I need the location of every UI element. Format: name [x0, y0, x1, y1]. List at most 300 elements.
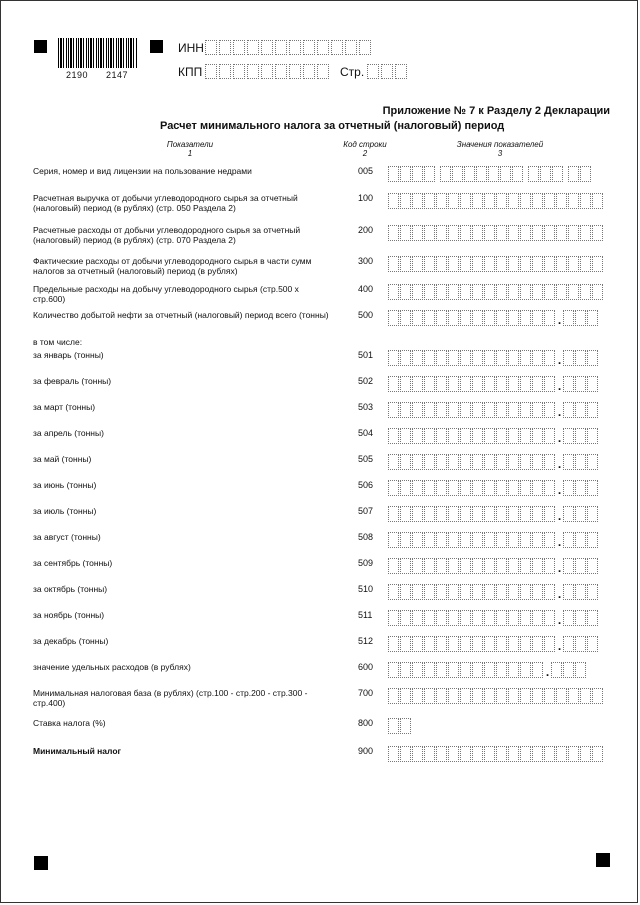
value-cell[interactable] [568, 193, 579, 209]
value-cell[interactable] [460, 584, 471, 600]
value-cell[interactable] [496, 688, 507, 704]
value-cell[interactable] [508, 454, 519, 470]
value-cell[interactable] [563, 310, 574, 326]
value-cell[interactable] [520, 506, 531, 522]
row-value-field[interactable] [388, 193, 604, 209]
value-cell[interactable] [532, 746, 543, 762]
value-cell[interactable] [484, 284, 495, 300]
value-cell[interactable] [484, 746, 495, 762]
value-cell[interactable] [424, 584, 435, 600]
value-cell[interactable] [400, 532, 411, 548]
value-cell[interactable] [412, 284, 423, 300]
value-cell[interactable] [400, 256, 411, 272]
value-cell[interactable] [544, 402, 555, 418]
value-cell[interactable] [436, 558, 447, 574]
value-cell[interactable] [520, 746, 531, 762]
value-cell[interactable] [424, 454, 435, 470]
value-cell[interactable] [460, 402, 471, 418]
value-cell[interactable] [400, 376, 411, 392]
value-cell[interactable] [551, 662, 562, 678]
value-cell[interactable] [448, 402, 459, 418]
inn-cell[interactable] [359, 40, 371, 55]
value-cell[interactable] [400, 506, 411, 522]
value-cell[interactable] [448, 584, 459, 600]
value-cell[interactable] [484, 688, 495, 704]
value-cell[interactable] [496, 193, 507, 209]
value-cell[interactable] [587, 532, 598, 548]
value-cell[interactable] [580, 284, 591, 300]
value-cell[interactable] [448, 480, 459, 496]
value-cell[interactable] [508, 428, 519, 444]
value-cell[interactable] [472, 506, 483, 522]
value-cell[interactable] [563, 610, 574, 626]
value-cell[interactable] [448, 558, 459, 574]
value-cell[interactable] [508, 350, 519, 366]
value-cell[interactable] [412, 402, 423, 418]
value-cell[interactable] [400, 584, 411, 600]
value-cell[interactable] [436, 256, 447, 272]
value-cell[interactable] [476, 166, 487, 182]
value-cell[interactable] [436, 746, 447, 762]
value-cell[interactable] [436, 480, 447, 496]
value-cell[interactable] [412, 480, 423, 496]
value-cell[interactable] [575, 376, 586, 392]
inn-cell[interactable] [205, 40, 217, 55]
value-cell[interactable] [587, 402, 598, 418]
value-cell[interactable] [448, 350, 459, 366]
value-cell[interactable] [460, 610, 471, 626]
value-cell[interactable] [472, 636, 483, 652]
value-cell[interactable] [520, 402, 531, 418]
value-cell[interactable] [448, 506, 459, 522]
row-value-field[interactable] [388, 584, 599, 600]
value-cell[interactable] [496, 506, 507, 522]
value-cell[interactable] [532, 284, 543, 300]
value-cell[interactable] [388, 480, 399, 496]
value-cell[interactable] [412, 310, 423, 326]
value-cell[interactable] [508, 532, 519, 548]
value-cell[interactable] [580, 746, 591, 762]
value-cell[interactable] [424, 402, 435, 418]
value-cell[interactable] [464, 166, 475, 182]
value-cell[interactable] [460, 662, 471, 678]
value-cell[interactable] [412, 193, 423, 209]
value-cell[interactable] [563, 428, 574, 444]
value-cell[interactable] [580, 225, 591, 241]
value-cell[interactable] [472, 584, 483, 600]
row-value-field[interactable] [388, 636, 599, 652]
kpp-cell[interactable] [233, 64, 245, 79]
value-cell[interactable] [460, 376, 471, 392]
value-cell[interactable] [424, 558, 435, 574]
value-cell[interactable] [508, 256, 519, 272]
value-cell[interactable] [508, 376, 519, 392]
row-value-field[interactable] [388, 454, 599, 470]
value-cell[interactable] [472, 558, 483, 574]
value-cell[interactable] [388, 688, 399, 704]
kpp-cell[interactable] [219, 64, 231, 79]
value-cell[interactable] [388, 584, 399, 600]
value-cell[interactable] [532, 376, 543, 392]
value-cell[interactable] [484, 350, 495, 366]
value-cell[interactable] [532, 350, 543, 366]
value-cell[interactable] [580, 193, 591, 209]
inn-cell[interactable] [303, 40, 315, 55]
value-cell[interactable] [400, 428, 411, 444]
value-cell[interactable] [412, 610, 423, 626]
value-cell[interactable] [448, 662, 459, 678]
value-cell[interactable] [544, 688, 555, 704]
value-cell[interactable] [544, 532, 555, 548]
value-cell[interactable] [388, 193, 399, 209]
value-cell[interactable] [568, 746, 579, 762]
value-cell[interactable] [496, 225, 507, 241]
value-cell[interactable] [484, 225, 495, 241]
value-cell[interactable] [448, 428, 459, 444]
row-value-field[interactable] [388, 376, 599, 392]
value-cell[interactable] [496, 584, 507, 600]
value-cell[interactable] [520, 610, 531, 626]
value-cell[interactable] [484, 428, 495, 444]
value-cell[interactable] [563, 480, 574, 496]
value-cell[interactable] [448, 310, 459, 326]
value-cell[interactable] [424, 506, 435, 522]
value-cell[interactable] [460, 284, 471, 300]
value-cell[interactable] [436, 284, 447, 300]
value-cell[interactable] [544, 284, 555, 300]
value-cell[interactable] [436, 688, 447, 704]
value-cell[interactable] [388, 454, 399, 470]
value-cell[interactable] [460, 532, 471, 548]
value-cell[interactable] [448, 256, 459, 272]
value-cell[interactable] [496, 662, 507, 678]
inn-cell[interactable] [233, 40, 245, 55]
page-number-field[interactable] [367, 64, 409, 79]
value-cell[interactable] [424, 480, 435, 496]
value-cell[interactable] [440, 166, 451, 182]
value-cell[interactable] [436, 662, 447, 678]
kpp-cell[interactable] [247, 64, 259, 79]
kpp-cell[interactable] [275, 64, 287, 79]
value-cell[interactable] [520, 480, 531, 496]
value-cell[interactable] [400, 402, 411, 418]
value-cell[interactable] [568, 284, 579, 300]
value-cell[interactable] [568, 166, 579, 182]
value-cell[interactable] [424, 610, 435, 626]
value-cell[interactable] [412, 558, 423, 574]
value-cell[interactable] [388, 558, 399, 574]
row-value-field[interactable] [388, 506, 599, 522]
value-cell[interactable] [520, 636, 531, 652]
value-cell[interactable] [532, 428, 543, 444]
value-cell[interactable] [388, 310, 399, 326]
value-cell[interactable] [424, 376, 435, 392]
value-cell[interactable] [472, 480, 483, 496]
value-cell[interactable] [532, 506, 543, 522]
value-cell[interactable] [568, 225, 579, 241]
value-cell[interactable] [412, 350, 423, 366]
value-cell[interactable] [436, 532, 447, 548]
value-cell[interactable] [412, 662, 423, 678]
value-cell[interactable] [460, 454, 471, 470]
value-cell[interactable] [412, 256, 423, 272]
value-cell[interactable] [472, 310, 483, 326]
page-cell[interactable] [381, 64, 393, 79]
value-cell[interactable] [460, 506, 471, 522]
value-cell[interactable] [592, 688, 603, 704]
value-cell[interactable] [484, 610, 495, 626]
value-cell[interactable] [472, 688, 483, 704]
value-cell[interactable] [575, 428, 586, 444]
value-cell[interactable] [452, 166, 463, 182]
value-cell[interactable] [460, 256, 471, 272]
value-cell[interactable] [556, 746, 567, 762]
value-cell[interactable] [400, 610, 411, 626]
value-cell[interactable] [532, 662, 543, 678]
inn-cell[interactable] [289, 40, 301, 55]
value-cell[interactable] [532, 310, 543, 326]
row-value-field[interactable] [388, 310, 599, 326]
value-cell[interactable] [587, 454, 598, 470]
value-cell[interactable] [400, 225, 411, 241]
value-cell[interactable] [460, 636, 471, 652]
value-cell[interactable] [448, 746, 459, 762]
inn-field[interactable] [205, 40, 373, 55]
value-cell[interactable] [496, 376, 507, 392]
value-cell[interactable] [436, 584, 447, 600]
value-cell[interactable] [460, 310, 471, 326]
value-cell[interactable] [532, 558, 543, 574]
value-cell[interactable] [424, 688, 435, 704]
value-cell[interactable] [436, 376, 447, 392]
value-cell[interactable] [484, 584, 495, 600]
value-cell[interactable] [424, 662, 435, 678]
value-cell[interactable] [563, 376, 574, 392]
value-cell[interactable] [575, 350, 586, 366]
value-cell[interactable] [488, 166, 499, 182]
value-cell[interactable] [556, 225, 567, 241]
value-cell[interactable] [388, 428, 399, 444]
kpp-cell[interactable] [317, 64, 329, 79]
value-cell[interactable] [496, 256, 507, 272]
value-cell[interactable] [412, 746, 423, 762]
value-cell[interactable] [520, 350, 531, 366]
value-cell[interactable] [436, 636, 447, 652]
value-cell[interactable] [388, 532, 399, 548]
value-cell[interactable] [556, 284, 567, 300]
value-cell[interactable] [587, 428, 598, 444]
value-cell[interactable] [575, 584, 586, 600]
value-cell[interactable] [520, 428, 531, 444]
value-cell[interactable] [484, 402, 495, 418]
value-cell[interactable] [388, 718, 399, 734]
value-cell[interactable] [520, 376, 531, 392]
value-cell[interactable] [472, 428, 483, 444]
value-cell[interactable] [532, 688, 543, 704]
value-cell[interactable] [544, 376, 555, 392]
value-cell[interactable] [436, 193, 447, 209]
value-cell[interactable] [563, 506, 574, 522]
value-cell[interactable] [580, 688, 591, 704]
value-cell[interactable] [424, 284, 435, 300]
value-cell[interactable] [508, 662, 519, 678]
value-cell[interactable] [412, 506, 423, 522]
kpp-cell[interactable] [303, 64, 315, 79]
value-cell[interactable] [400, 454, 411, 470]
value-cell[interactable] [496, 636, 507, 652]
value-cell[interactable] [436, 506, 447, 522]
value-cell[interactable] [472, 193, 483, 209]
inn-cell[interactable] [317, 40, 329, 55]
value-cell[interactable] [472, 746, 483, 762]
row-value-field[interactable] [388, 428, 599, 444]
value-cell[interactable] [563, 350, 574, 366]
value-cell[interactable] [484, 558, 495, 574]
value-cell[interactable] [412, 225, 423, 241]
value-cell[interactable] [508, 688, 519, 704]
value-cell[interactable] [460, 350, 471, 366]
value-cell[interactable] [496, 310, 507, 326]
value-cell[interactable] [448, 454, 459, 470]
value-cell[interactable] [400, 193, 411, 209]
row-value-field[interactable] [388, 746, 604, 762]
value-cell[interactable] [388, 610, 399, 626]
value-cell[interactable] [424, 746, 435, 762]
value-cell[interactable] [520, 225, 531, 241]
value-cell[interactable] [563, 454, 574, 470]
value-cell[interactable] [575, 610, 586, 626]
value-cell[interactable] [484, 480, 495, 496]
value-cell[interactable] [436, 225, 447, 241]
value-cell[interactable] [484, 506, 495, 522]
value-cell[interactable] [575, 480, 586, 496]
value-cell[interactable] [544, 454, 555, 470]
value-cell[interactable] [484, 532, 495, 548]
value-cell[interactable] [544, 636, 555, 652]
value-cell[interactable] [400, 558, 411, 574]
value-cell[interactable] [436, 310, 447, 326]
value-cell[interactable] [472, 454, 483, 470]
value-cell[interactable] [496, 558, 507, 574]
value-cell[interactable] [544, 610, 555, 626]
value-cell[interactable] [587, 480, 598, 496]
value-cell[interactable] [412, 532, 423, 548]
value-cell[interactable] [424, 225, 435, 241]
value-cell[interactable] [388, 166, 399, 182]
inn-cell[interactable] [275, 40, 287, 55]
value-cell[interactable] [528, 166, 539, 182]
value-cell[interactable] [400, 350, 411, 366]
value-cell[interactable] [575, 558, 586, 574]
value-cell[interactable] [412, 636, 423, 652]
value-cell[interactable] [400, 636, 411, 652]
value-cell[interactable] [508, 480, 519, 496]
value-cell[interactable] [592, 256, 603, 272]
value-cell[interactable] [472, 225, 483, 241]
value-cell[interactable] [472, 532, 483, 548]
value-cell[interactable] [448, 376, 459, 392]
value-cell[interactable] [587, 310, 598, 326]
value-cell[interactable] [544, 350, 555, 366]
value-cell[interactable] [484, 256, 495, 272]
value-cell[interactable] [484, 662, 495, 678]
row-value-field[interactable] [388, 718, 412, 734]
value-cell[interactable] [568, 688, 579, 704]
value-cell[interactable] [496, 284, 507, 300]
value-cell[interactable] [496, 746, 507, 762]
value-cell[interactable] [460, 480, 471, 496]
value-cell[interactable] [472, 350, 483, 366]
value-cell[interactable] [496, 532, 507, 548]
value-cell[interactable] [540, 166, 551, 182]
value-cell[interactable] [520, 454, 531, 470]
value-cell[interactable] [448, 284, 459, 300]
value-cell[interactable] [532, 454, 543, 470]
value-cell[interactable] [544, 256, 555, 272]
value-cell[interactable] [575, 662, 586, 678]
value-cell[interactable] [460, 558, 471, 574]
value-cell[interactable] [484, 636, 495, 652]
value-cell[interactable] [520, 662, 531, 678]
value-cell[interactable] [400, 662, 411, 678]
inn-cell[interactable] [345, 40, 357, 55]
value-cell[interactable] [412, 454, 423, 470]
value-cell[interactable] [448, 193, 459, 209]
value-cell[interactable] [424, 193, 435, 209]
value-cell[interactable] [587, 636, 598, 652]
value-cell[interactable] [424, 166, 435, 182]
value-cell[interactable] [544, 746, 555, 762]
value-cell[interactable] [563, 558, 574, 574]
value-cell[interactable] [388, 256, 399, 272]
value-cell[interactable] [400, 688, 411, 704]
value-cell[interactable] [508, 506, 519, 522]
value-cell[interactable] [460, 746, 471, 762]
kpp-cell[interactable] [205, 64, 217, 79]
value-cell[interactable] [436, 350, 447, 366]
value-cell[interactable] [592, 284, 603, 300]
value-cell[interactable] [508, 584, 519, 600]
value-cell[interactable] [400, 480, 411, 496]
value-cell[interactable] [460, 428, 471, 444]
value-cell[interactable] [575, 402, 586, 418]
value-cell[interactable] [388, 662, 399, 678]
value-cell[interactable] [448, 532, 459, 548]
value-cell[interactable] [575, 636, 586, 652]
value-cell[interactable] [472, 284, 483, 300]
value-cell[interactable] [508, 402, 519, 418]
value-cell[interactable] [484, 454, 495, 470]
value-cell[interactable] [592, 746, 603, 762]
value-cell[interactable] [532, 532, 543, 548]
value-cell[interactable] [496, 454, 507, 470]
value-cell[interactable] [388, 636, 399, 652]
value-cell[interactable] [400, 284, 411, 300]
value-cell[interactable] [436, 402, 447, 418]
value-cell[interactable] [460, 193, 471, 209]
value-cell[interactable] [520, 193, 531, 209]
value-cell[interactable] [532, 610, 543, 626]
value-cell[interactable] [563, 402, 574, 418]
value-cell[interactable] [544, 584, 555, 600]
value-cell[interactable] [563, 532, 574, 548]
row-value-field[interactable] [388, 532, 599, 548]
value-cell[interactable] [508, 284, 519, 300]
row-value-field[interactable] [388, 225, 604, 241]
value-cell[interactable] [412, 166, 423, 182]
value-cell[interactable] [568, 256, 579, 272]
value-cell[interactable] [472, 256, 483, 272]
